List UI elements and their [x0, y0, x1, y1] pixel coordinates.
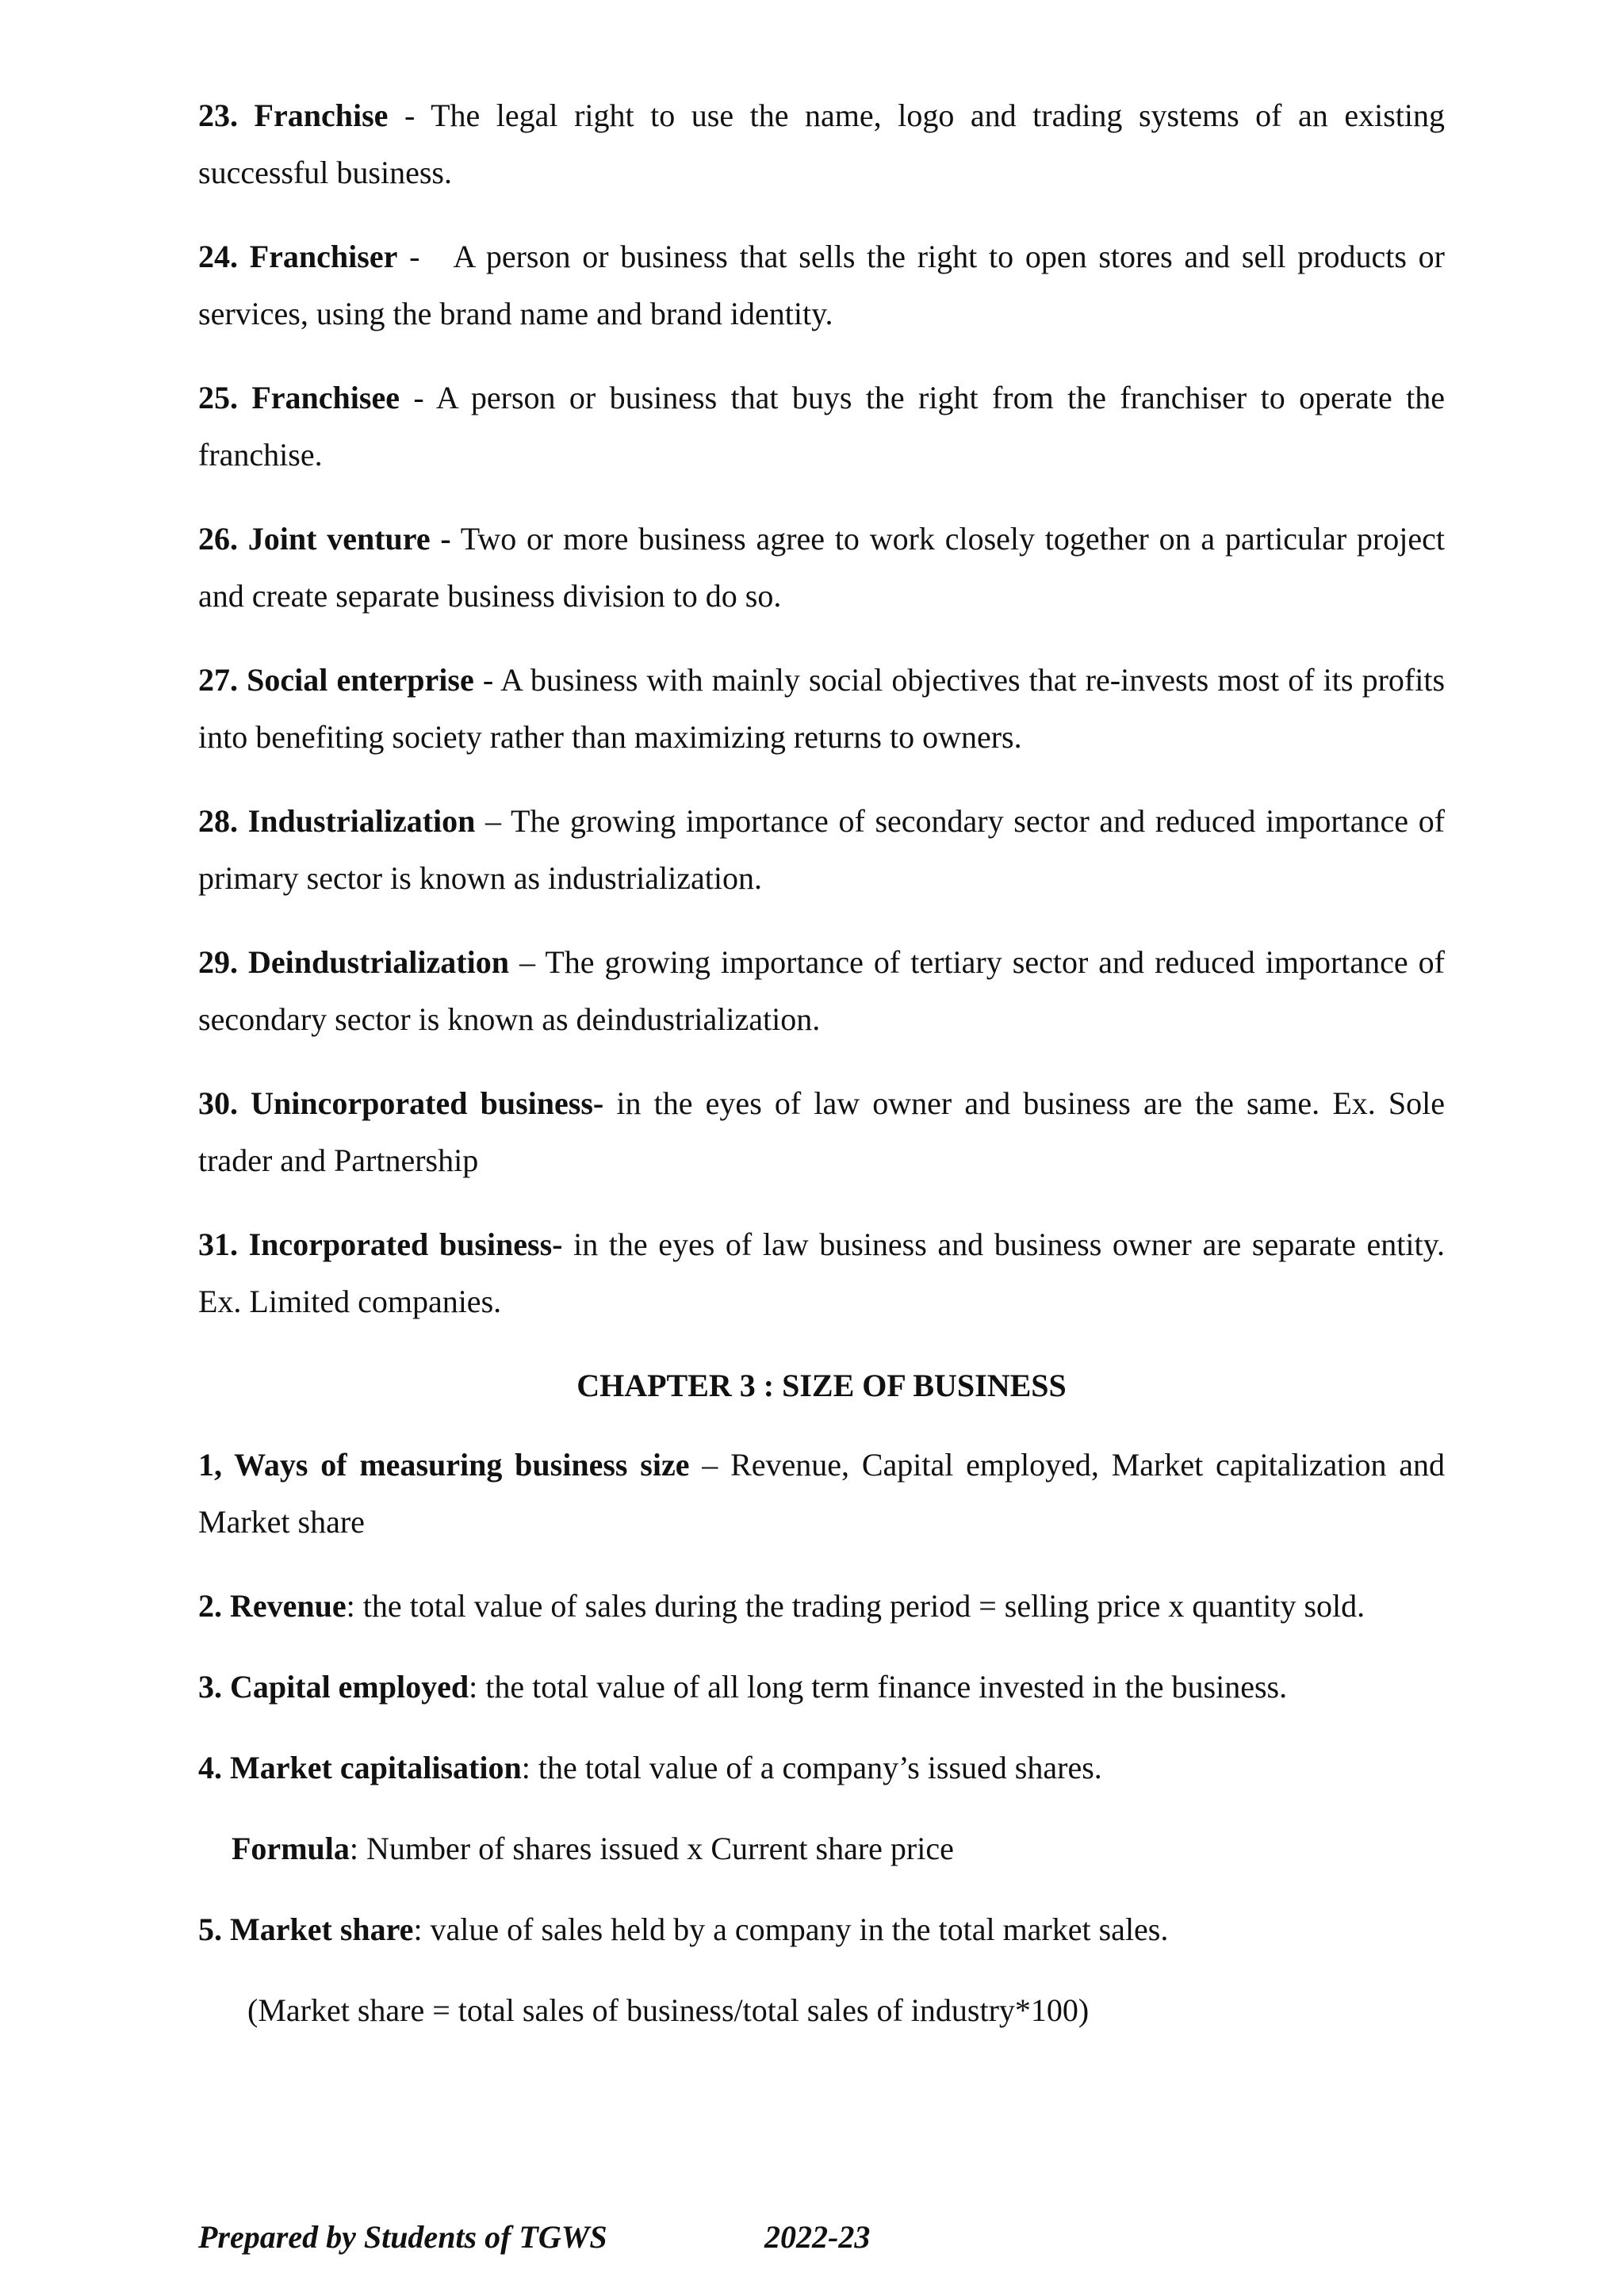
- definition-separator: –: [689, 1447, 731, 1483]
- definition-25-franchisee: [198, 369, 1445, 484]
- definition-separator: [562, 1226, 573, 1262]
- definition-term: 23. Franchise: [198, 98, 389, 133]
- definition-29-deindustrialization: [198, 934, 1445, 1048]
- definition-text: : the total value of sales during the trading period = selling price x quantity sold.: [346, 1588, 1365, 1624]
- definition-separator: –: [508, 944, 546, 980]
- chapter3-market-share-formula: (Market share = total sales of business/total sales of industry*100): [247, 1992, 1090, 2028]
- chapter3-ways-of-measuring: [198, 1437, 1445, 1551]
- definition-term: 1, Ways of measuring business size: [198, 1447, 690, 1483]
- definition-term: 3. Capital employed: [198, 1669, 469, 1705]
- chapter3-capital-employed: [198, 1659, 1445, 1716]
- definition-term: 27. Social enterprise: [198, 662, 474, 698]
- document-page: [198, 87, 1445, 2063]
- definition-term: 29. Deindustrialization: [198, 944, 509, 980]
- definition-23-franchise: [198, 87, 1445, 201]
- definition-separator: [451, 521, 461, 557]
- definition-separator: -: [397, 239, 454, 274]
- definition-26-joint-venture: [198, 511, 1445, 625]
- definition-text: A person or business that sells the right to open stores and sell products or services, using the brand name and brand identity.: [198, 239, 1445, 331]
- definition-28-industrialization: [198, 793, 1445, 907]
- definition-term: 30. Unincorporated business-: [198, 1085, 604, 1121]
- definition-separator: -: [388, 98, 431, 133]
- footer-prepared-by: Prepared by Students of TGWS: [198, 2219, 607, 2255]
- definition-term: 31. Incorporated business-: [198, 1226, 563, 1262]
- definition-term: 5. Market share: [198, 1911, 414, 1947]
- definition-text: The legal right to use the name, logo and trading systems of an existing successful business.: [198, 98, 1445, 190]
- page-footer: [198, 2218, 871, 2256]
- definition-text: in the eyes of law owner and business are the same. Ex. Sole trader and Partnership: [198, 1085, 1446, 1178]
- definition-term: 2. Revenue: [198, 1588, 347, 1624]
- formula-label: Formula: [232, 1831, 350, 1866]
- definition-text: The growing importance of tertiary sector and reduced importance of secondary sector is known as deindustrialization.: [198, 944, 1445, 1037]
- footer-year: 2022-23: [764, 2219, 871, 2255]
- definition-term: 24. Franchiser: [198, 239, 398, 274]
- definition-text: : the total value of all long term finance invested in the business.: [469, 1669, 1288, 1705]
- definition-30-unincorporated-business: [198, 1075, 1445, 1189]
- chapter3-market-share: [198, 1901, 1445, 1958]
- definition-text: A person or business that buys the right from the franchiser to operate the franchise.: [198, 380, 1445, 473]
- definition-text: A business with mainly social objectives that re-invests most of its profits into benefiting society rather than maximizing returns to owners.: [198, 662, 1446, 755]
- definition-text: The growing importance of secondary sector and reduced importance of primary sector is known as industrialization.: [198, 803, 1446, 896]
- definition-term: 28. Industrialization: [198, 803, 476, 839]
- definition-text: : value of sales held by a company in the total market sales.: [413, 1911, 1169, 1947]
- definition-text: : the total value of a company’s issued shares.: [521, 1750, 1102, 1785]
- definition-separator: -: [473, 662, 501, 698]
- definition-31-incorporated-business: [198, 1216, 1445, 1330]
- chapter3-revenue: [198, 1578, 1445, 1635]
- definition-text: in the eyes of law business and business owner are separate entity. Ex. Limited companies.: [198, 1226, 1445, 1319]
- definition-term: 25. Franchisee: [198, 380, 400, 415]
- definition-separator: –: [475, 803, 511, 839]
- definition-term: 26. Joint venture -: [198, 521, 451, 557]
- definition-text: Two or more business agree to work closely together on a particular project and create separate business division to do so.: [198, 521, 1445, 614]
- formula-text: : Number of shares issued x Current share price: [349, 1831, 954, 1866]
- definition-27-social-enterprise: [198, 652, 1445, 766]
- chapter3-market-capitalisation: [198, 1739, 1445, 1797]
- chapter-heading: CHAPTER 3 : SIZE OF BUSINESS: [576, 1368, 1067, 1403]
- chapter3-formula: [198, 1820, 1445, 1877]
- definition-term: 4. Market capitalisation: [198, 1750, 522, 1785]
- definition-24-franchiser: [198, 228, 1445, 342]
- definition-separator: -: [400, 380, 436, 415]
- definition-text: Revenue, Capital employed, Market capitalization and Market share: [198, 1447, 1446, 1540]
- definition-separator: [603, 1085, 616, 1121]
